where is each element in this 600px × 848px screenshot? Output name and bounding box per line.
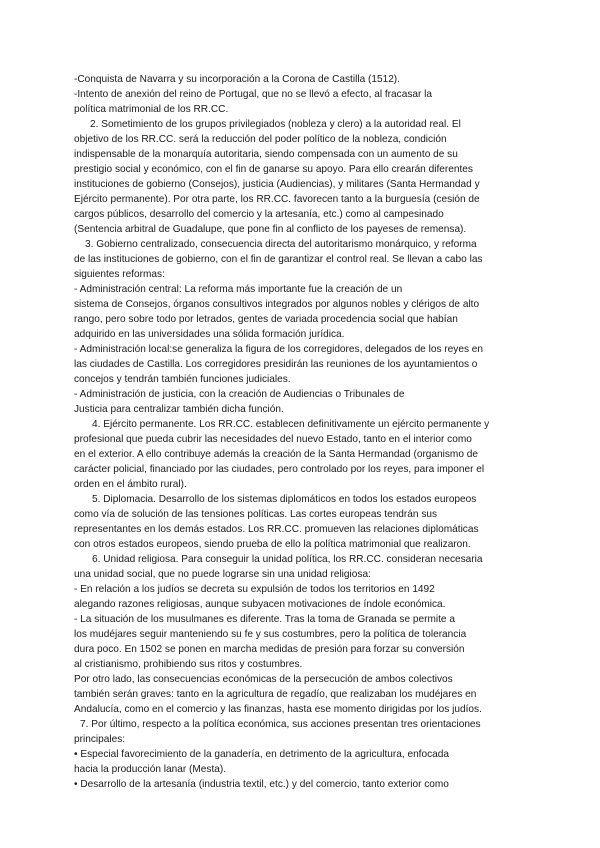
- text-line: sistema de Consejos, órganos consultivos integrados por algunos nobles y clérigos de alto: [74, 299, 480, 310]
- section-heading-3: 3. Gobierno centralizado, consecuencia directa del autoritarismo monárquico, y reforma: [85, 239, 477, 250]
- text-line: dura poco. En 1502 se ponen en marcha medidas de presión para forzar su conversión: [74, 644, 465, 655]
- text-line: alegando razones religiosas, aunque subyacen motivaciones de índole económica.: [74, 599, 446, 610]
- text-line: prestigio social y económico, con el fin de ganarse su apoyo. Para ello crearán diferentes: [74, 164, 473, 175]
- text-line: - Administración central: La reforma más importante fue la creación de un: [74, 284, 403, 295]
- text-line: al cristianismo, prohibiendo sus ritos y costumbres.: [74, 659, 303, 670]
- text-line: cargos públicos, desarrollo del comercio y la artesanía, etc.) como al campesinado: [74, 209, 444, 220]
- text-line: - Administración local:se generaliza la figura de los corregidores, delegados de los reyes en: [74, 344, 484, 355]
- text-line: las ciudades de Castilla. Los corregidores presidirán las reuniones de los ayuntamientos o: [74, 359, 478, 370]
- text-line: hacia la producción lanar (Mesta).: [74, 764, 227, 775]
- text-line: en el exterior. A ello contribuye además la creación de la Santa Hermandad (organismo de: [74, 449, 478, 460]
- text-line: con otros estados europeos, siendo prueba de ello la política matrimonial que realizaron.: [74, 539, 471, 550]
- text-line: -Intento de anexión del reino de Portugal, que no se llevó a efecto, al fracasar la: [74, 89, 432, 100]
- text-line: adquirido en las universidades una sólida formación jurídica.: [74, 329, 345, 340]
- text-line: indispensable de la monarquía autoritaria, siendo compensada con un aumento de su: [74, 149, 458, 160]
- section-heading-2: 2. Sometimiento de los grupos privilegiados (nobleza y clero) a la autoridad real. El: [90, 119, 461, 130]
- text-line: instituciones de gobierno (Consejos), justicia (Audiencias), y militares (Santa Hermandad y: [74, 179, 480, 190]
- text-line: representantes en los demás estados. Los RR.CC. promueven las relaciones diplomáticas: [74, 524, 479, 535]
- text-line: Ejército permanente). Por otra parte, los RR.CC. favorecen tanto a la burguesía (cesión de: [74, 194, 480, 205]
- text-line: - En relación a los judíos se decreta su expulsión de todos los territorios en 1492: [74, 584, 435, 595]
- text-line: objetivo de los RR.CC. será la reducción del poder político de la nobleza, condición: [74, 134, 447, 145]
- text-line: una unidad social, que no puede lograrse sin una unidad religiosa:: [74, 569, 371, 580]
- text-line: como vía de solución de las tensiones políticas. Las cortes europeas tendrán sus: [74, 509, 438, 520]
- bullet-item: • Desarrollo de la artesanía (industria textil, etc.) y del comercio, tanto exterior como: [74, 779, 449, 790]
- section-heading-6: 6. Unidad religiosa. Para conseguir la unidad política, los RR.CC. consideran necesaria: [92, 554, 483, 565]
- text-line: profesional que pueda cubrir las necesidades del nuevo Estado, tanto en el interior como: [74, 434, 472, 445]
- text-line: de las instituciones de gobierno, con el fin de garantizar el control real. Se llevan a cabo las: [74, 254, 483, 265]
- text-line: Andalucía, como en el comercio y las finanzas, hasta ese momento dirigidas por los judíos.: [74, 704, 482, 715]
- text-line: - Administración de justicia, con la creación de Audiencias o Tribunales de: [74, 389, 405, 400]
- text-line: carácter policial, financiado por las ciudades, pero controlado por los reyes, para imponer el: [74, 464, 485, 475]
- text-line: (Sentencia arbitral de Guadalupe, que pone fin al conflicto de los payeses de remensa).: [74, 224, 467, 235]
- text-line: política matrimonial de los RR.CC.: [74, 104, 229, 115]
- text-line: -Conquista de Navarra y su incorporación a la Corona de Castilla (1512).: [74, 74, 400, 85]
- section-heading-5: 5. Diplomacia. Desarrollo de los sistemas diplomáticos en todos los estados europeos: [92, 494, 477, 505]
- text-line: orden en el ámbito rural).: [74, 479, 187, 490]
- text-line: - La situación de los musulmanes es diferente. Tras la toma de Granada se permite a: [74, 614, 455, 625]
- text-line: Justicia para centralizar también dicha función.: [74, 404, 284, 415]
- text-line: principales:: [74, 734, 126, 745]
- text-line: concejos y tendrán también funciones judiciales.: [74, 374, 291, 385]
- text-line: Por otro lado, las consecuencias económicas de la persecución de ambos colectivos: [74, 674, 453, 685]
- bullet-item: • Especial favorecimiento de la ganadería, en detrimento de la agricultura, enfocada: [74, 749, 449, 760]
- text-line: rango, pero sobre todo por letrados, gentes de variada procedencia social que habían: [74, 314, 458, 325]
- text-line: los mudéjares seguir manteniendo su fe y sus costumbres, pero la política de tolerancia: [74, 629, 467, 640]
- section-heading-7: 7. Por último, respecto a la política económica, sus acciones presentan tres orientaciones: [80, 719, 481, 730]
- section-heading-4: 4. Ejército permanente. Los RR.CC. establecen definitivamente un ejército permanente y: [92, 419, 490, 430]
- text-line: también serán graves: tanto en la agricultura de regadío, que realizaban los mudéjares en: [74, 689, 477, 700]
- text-line: siguientes reformas:: [74, 269, 165, 280]
